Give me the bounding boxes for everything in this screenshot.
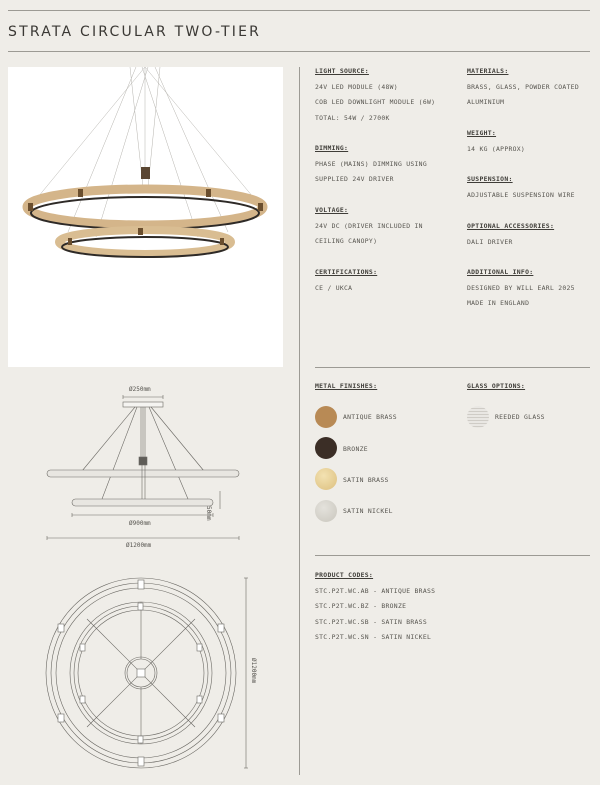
vertical-divider (299, 67, 300, 775)
spec-voltage: VOLTAGE: 24V DC (DRIVER INCLUDED IN CEILING CANOPY) (315, 206, 423, 245)
swatch-reeded-glass (467, 406, 489, 428)
finish-label-satin-brass: SATIN BRASS (343, 476, 389, 484)
spec-optional-accessories: OPTIONAL ACCESSORIES: DALI DRIVER (467, 222, 555, 246)
chandelier-photo-illustration (8, 67, 283, 367)
swatch-satin-nickel (315, 500, 337, 522)
metal-finishes-heading: METAL FINISHES: (315, 382, 378, 390)
spec-light-source: LIGHT SOURCE: 24V LED MODULE (48W) COB LED DOWNLIGHT MODULE (6W) TOTAL: 54W / 2700K (315, 67, 436, 122)
product-photo (8, 67, 283, 367)
top-rule (8, 10, 590, 11)
upper-ring-dimension: Ø1200mm (126, 542, 152, 549)
swatch-bronze (315, 437, 337, 459)
spec-weight: WEIGHT: 14 KG (APPROX) (467, 129, 526, 153)
elevation-drawing (30, 385, 290, 555)
page-title: STRATA CIRCULAR TWO-TIER (8, 24, 262, 40)
spec-certifications: CERTIFICATIONS: CE / UKCA (315, 268, 378, 292)
product-code-item: STC.P2T.WC.BZ - BRONZE (315, 602, 407, 610)
product-code-item: STC.P2T.WC.SB - SATIN BRASS (315, 617, 427, 626)
lower-ring-dimension: Ø900mm (129, 520, 151, 527)
spec-additional-info: ADDITIONAL INFO: DESIGNED BY WILL EARL 2025 MADE IN ENGLAND (467, 268, 575, 307)
finish-label-antique-brass: ANTIQUE BRASS (343, 413, 397, 421)
canopy-dimension: Ø250mm (129, 386, 151, 393)
product-code-item: STC.P2T.WC.SN - SATIN NICKEL (315, 633, 432, 641)
swatch-satin-brass (315, 468, 337, 490)
codes-rule (315, 555, 590, 556)
glass-options-heading: GLASS OPTIONS: (467, 382, 526, 390)
title-rule (8, 51, 590, 52)
spec-dimming: DIMMING: PHASE (MAINS) DIMMING USING SUPPLIED 24V DRIVER (315, 144, 427, 183)
finish-label-bronze: BRONZE (343, 445, 368, 453)
spec-materials: MATERIALS: BRASS, GLASS, POWDER COATED ALUMINIUM (467, 67, 579, 106)
glass-label-reeded: REEDED GLASS (495, 413, 545, 421)
finish-label-satin-nickel: SATIN NICKEL (343, 507, 393, 515)
swatch-antique-brass (315, 406, 337, 428)
spec-suspension: SUSPENSION: ADJUSTABLE SUSPENSION WIRE (467, 175, 575, 199)
finishes-rule (315, 367, 590, 368)
product-code-item: STC.P2T.WC.AB - ANTIQUE BRASS (315, 586, 436, 595)
plan-diameter-dimension: Ø1200mm (250, 658, 257, 684)
product-codes: PRODUCT CODES: STC.P2T.WC.AB - ANTIQUE BRASS STC.P2T.WC.BZ - BRONZE STC.P2T.WC.SB - SATIN BRASS STC.P2T.WC.SN - SATIN NICKEL (315, 568, 435, 646)
height-dimension: 50mm (205, 506, 212, 521)
